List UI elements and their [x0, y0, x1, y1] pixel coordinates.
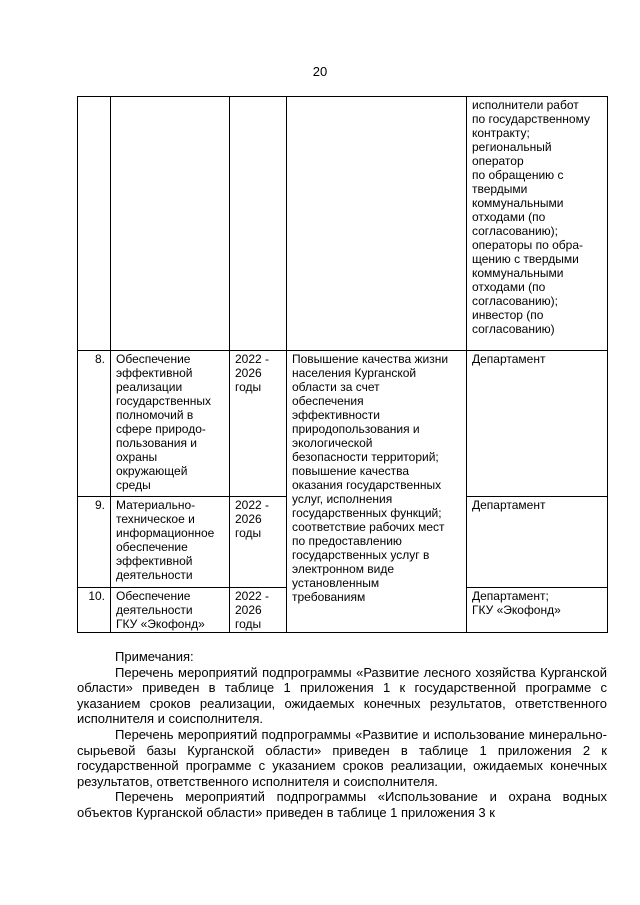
- cell-text-line: инвестор (по: [472, 308, 544, 322]
- page-number: 20: [312, 64, 328, 79]
- measure-cell: [111, 97, 230, 351]
- cell-text-line: техническое и: [116, 512, 195, 526]
- cell-text-line: 2026: [235, 603, 262, 617]
- table-row-continuation: [78, 97, 608, 351]
- period-cell: [230, 351, 287, 497]
- cell-text-line: щению с твердыми: [472, 252, 579, 266]
- cell-text-line: согласованию): [472, 322, 555, 336]
- period-cell: [230, 97, 287, 351]
- period-cell: [230, 497, 287, 588]
- cell-text-line: годы: [235, 526, 262, 540]
- cell-text-line: региональный: [472, 140, 552, 154]
- result-cell: [287, 97, 467, 351]
- responsible-lines: [472, 98, 602, 336]
- measure-cell: [111, 497, 230, 588]
- cell-text-line: установленным: [292, 576, 380, 590]
- notes-paragraph: Перечень мероприятий подпрограммы «Использование и охрана водных объектов Курганской области» приведен в таблице 1 приложения 3 к: [77, 789, 607, 820]
- cell-text-line: повышение качества: [292, 464, 410, 478]
- cell-text-line: Департамент;: [472, 589, 549, 603]
- cell-text-line: пользования и: [116, 436, 197, 450]
- period-cell: [230, 588, 287, 633]
- expected-result-cell: [287, 351, 467, 633]
- cell-text-line: соответствие рабочих мест: [292, 520, 445, 534]
- cell-text-line: Повышение качества жизни: [292, 352, 449, 366]
- cell-text-line: 2026: [235, 366, 262, 380]
- cell-text-line: по предоставлению: [292, 534, 402, 548]
- cell-text-line: оказания государственных: [292, 478, 442, 492]
- measure-cell: [111, 588, 230, 633]
- cell-text-line: годы: [235, 380, 262, 394]
- cell-text-line: по государственному: [472, 112, 590, 126]
- responsible-cell: [467, 97, 608, 351]
- cell-text-line: окружающей: [116, 464, 188, 478]
- cell-text-line: операторы по обра-: [472, 238, 583, 252]
- cell-text-line: 2022 -: [235, 589, 270, 603]
- cell-text-line: коммунальными: [472, 266, 564, 280]
- measures-table: [77, 96, 608, 633]
- cell-text-line: полномочий в: [116, 408, 194, 422]
- cell-text-line: согласованию);: [472, 224, 558, 238]
- cell-text-line: электронном виде: [292, 562, 395, 576]
- cell-text-line: требованиям: [292, 590, 366, 604]
- num-cell: [78, 97, 111, 351]
- responsible-cell: [467, 351, 608, 497]
- cell-text-line: сфере природо-: [116, 422, 206, 436]
- cell-text-line: исполнители работ: [472, 98, 579, 112]
- cell-text-line: обеспечения: [292, 394, 364, 408]
- cell-text-line: безопасности территорий;: [292, 450, 439, 464]
- cell-text-line: населения Курганской: [292, 366, 417, 380]
- cell-text-line: природопользования и: [292, 422, 420, 436]
- cell-text-line: Департамент: [472, 498, 546, 512]
- cell-text-line: деятельности: [116, 568, 193, 582]
- cell-text-line: согласованию);: [472, 294, 558, 308]
- cell-text-line: контракту;: [472, 126, 530, 140]
- cell-text-line: Материально-: [116, 498, 196, 512]
- cell-text-line: области за счет: [292, 380, 380, 394]
- responsible-cell: [467, 497, 608, 588]
- cell-text-line: отходами (по: [472, 280, 546, 294]
- cell-text-line: оператор: [472, 154, 524, 168]
- notes-section: [77, 649, 607, 821]
- row-number: 9.: [78, 497, 111, 588]
- cell-text-line: коммунальными: [472, 196, 564, 210]
- cell-text-line: по обращению с: [472, 168, 564, 182]
- cell-text-line: экологической: [292, 436, 373, 450]
- cell-text-line: среды: [116, 478, 151, 492]
- cell-text-line: государственных: [116, 394, 212, 408]
- cell-text-line: Обеспечение: [116, 352, 191, 366]
- cell-text-line: ГКУ «Экофонд»: [116, 617, 205, 631]
- cell-text-line: эффективности: [292, 408, 381, 422]
- cell-text-line: Департамент: [472, 352, 546, 366]
- cell-text-line: эффективной: [116, 366, 193, 380]
- responsible-cell: [467, 588, 608, 633]
- table-row-8: [78, 351, 608, 497]
- cell-text-line: информационное: [116, 526, 215, 540]
- cell-text-line: годы: [235, 617, 262, 631]
- cell-text-line: эффективной: [116, 554, 193, 568]
- cell-text-line: ГКУ «Экофонд»: [472, 603, 561, 617]
- row-number: 10.: [78, 588, 111, 633]
- cell-text-line: 2026: [235, 512, 262, 526]
- cell-text-line: охраны: [116, 450, 158, 464]
- cell-text-line: отходами (по: [472, 210, 546, 224]
- measure-cell: [111, 351, 230, 497]
- cell-text-line: реализации: [116, 380, 183, 394]
- cell-text-line: государственных функций;: [292, 506, 442, 520]
- cell-text-line: обеспечение: [116, 540, 188, 554]
- cell-text-line: деятельности: [116, 603, 193, 617]
- cell-text-line: твердыми: [472, 182, 528, 196]
- cell-text-line: услуг, исполнения: [292, 492, 393, 506]
- notes-paragraph: Перечень мероприятий подпрограммы «Развитие и использование минерально-сырьевой базы Курганской области» приведен в таблице 1 приложения 2 к государственной программе с указанием сроков реализации, ожидаемых конечных результатов, ответственного исполнителя и соисполнителя.: [77, 726, 607, 789]
- notes-paragraph: Перечень мероприятий подпрограммы «Развитие лесного хозяйства Курганской области» приведен в таблице 1 приложения 1 к государственной программе с указанием сроков реализации, ожидаемых конечных результатов, ответственного исполнителя и соисполнителя.: [77, 664, 607, 727]
- notes-title: Примечания:: [115, 649, 194, 664]
- cell-text-line: государственных услуг в: [292, 548, 430, 562]
- cell-text-line: 2022 -: [235, 498, 270, 512]
- cell-text-line: 2022 -: [235, 352, 270, 366]
- cell-text-line: Обеспечение: [116, 589, 191, 603]
- row-number: 8.: [78, 351, 111, 497]
